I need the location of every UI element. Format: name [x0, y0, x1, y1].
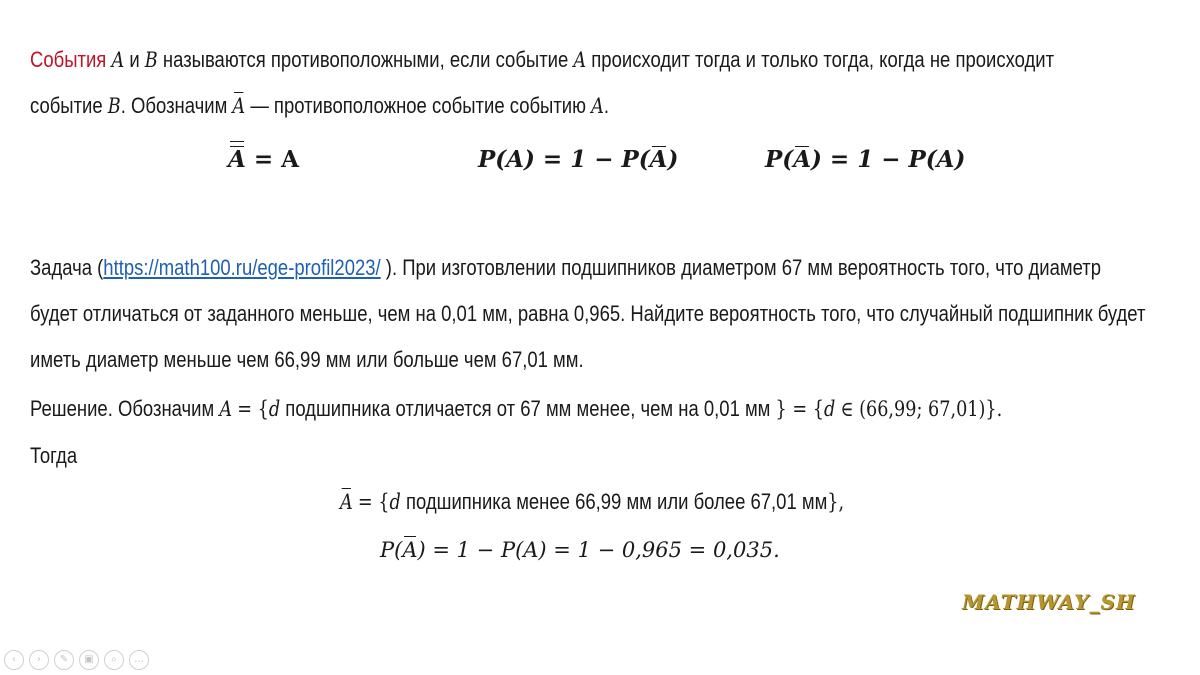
formula-p-a: P(A) = 1 − P(A)	[478, 146, 679, 173]
a-bar-symbol: A	[232, 94, 246, 118]
next-icon[interactable]: ›	[29, 650, 49, 670]
solution-final-equation: P(A) = 1 − P(A) = 1 − 0,965 = 0,035.	[380, 538, 780, 562]
task-line-1: Задача (https://math100.ru/ege-profil2023/ ). При изготовлении подшипников диаметром 67 мм вероятность того, что диаметр	[30, 255, 1102, 280]
author-watermark: MATHWAY_SH	[962, 590, 1136, 614]
solution-abar-definition: A = {d подшипника менее 66,99 мм или более 67,01 мм},	[340, 489, 845, 514]
pen-icon[interactable]: ✎	[54, 650, 74, 670]
events-keyword: События	[30, 47, 107, 72]
task-label: Задача (	[30, 255, 104, 280]
slides-icon[interactable]: ▣	[79, 650, 99, 670]
more-icon[interactable]: …	[129, 650, 149, 670]
task-source-link[interactable]: https://math100.ru/ege-profil2023/	[103, 255, 381, 280]
task-line-3: иметь диаметр меньше чем 66,99 мм или больше чем 67,01 мм.	[30, 347, 584, 372]
zoom-icon[interactable]: ⌕	[104, 650, 124, 670]
formula-p-abar: P(A) = 1 − P(A)	[765, 146, 966, 173]
task-line-2: будет отличаться от заданного меньше, чем на 0,01 мм, равна 0,965. Найдите вероятность того, что случайный подшипник будет	[30, 301, 1146, 326]
definition-line-2: событие B. Обозначим A — противоположное событие событию A.	[30, 93, 610, 118]
solution-line-1: Решение. Обозначим A = {d подшипника отличается от 67 мм менее, чем на 0,01 мм } = {d ∈ (66,99; 67,01)}.	[30, 396, 1003, 421]
slide-nav	[4, 650, 149, 670]
prev-icon[interactable]: ‹	[4, 650, 24, 670]
definition-line-1: События A и B называются противоположными, если событие A происходит тогда и только тогда, когда не происходит	[30, 47, 1055, 72]
formula-double-complement: A = A	[228, 146, 299, 173]
solution-then: Тогда	[30, 443, 78, 468]
